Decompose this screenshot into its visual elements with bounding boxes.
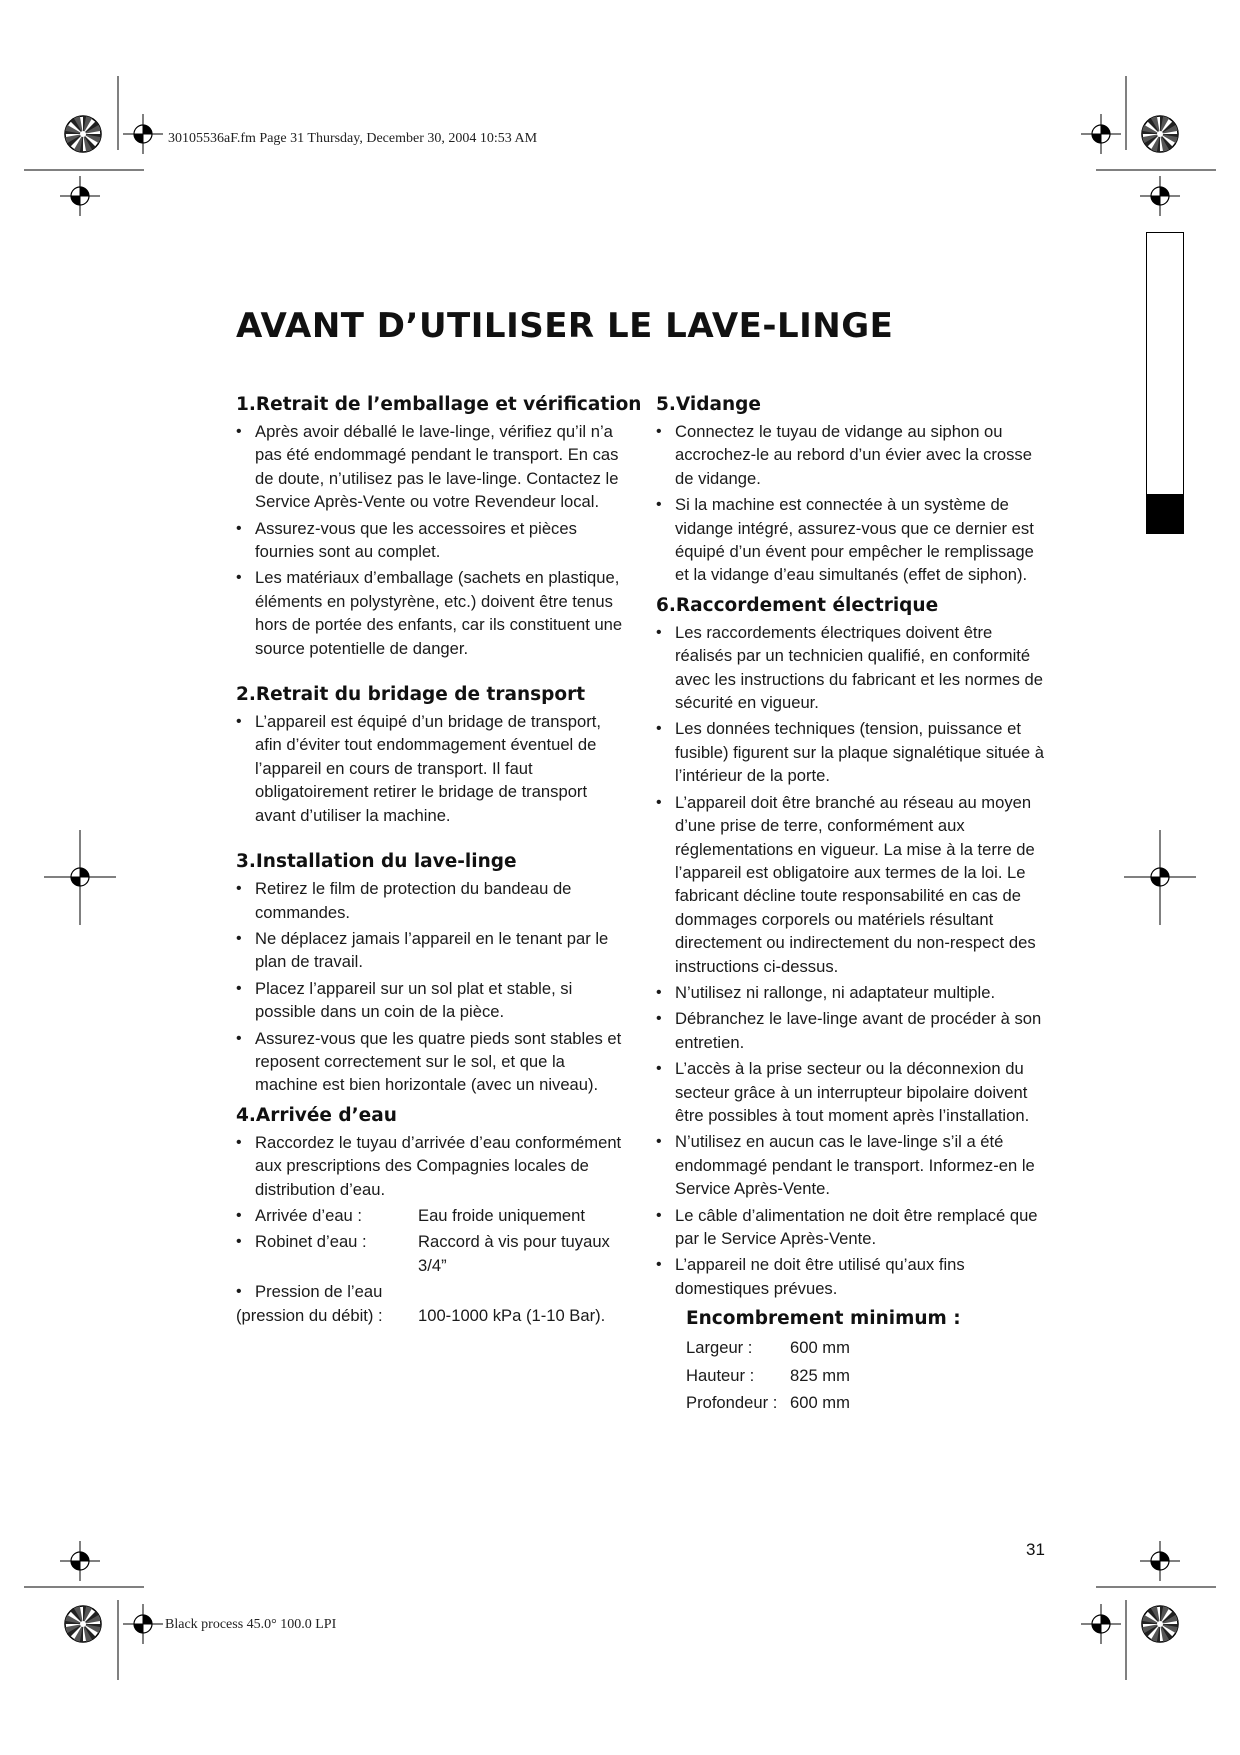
print-header: 30105536aF.fm Page 31 Thursday, December 30, 2004 10:53 AM bbox=[168, 131, 538, 146]
section-transport-bracket bbox=[236, 684, 626, 827]
section-title: 4.Arrivée d’eau bbox=[236, 1104, 397, 1126]
left-column bbox=[236, 394, 642, 1351]
section-water-inlet bbox=[236, 1105, 626, 1327]
list-item: • Les données techniques (tension, puissance et fusible) figurent sur la plaque signalétique située à l’intérieur de la porte. bbox=[656, 717, 1046, 787]
spec-value: Eau froide uniquement bbox=[418, 1205, 585, 1225]
section-installation bbox=[236, 851, 626, 1097]
section-title: 5.Vidange bbox=[656, 394, 761, 415]
print-footer: Black process 45.0° 100.0 LPI bbox=[165, 1617, 337, 1632]
list-item: • Ne déplacez jamais l’appareil en le tenant par le plan de travail. bbox=[236, 927, 626, 974]
list-item: • Les raccordements électriques doivent être réalisés par un technicien qualifié, en conformité avec les instructions du fabricant et les normes de sécurité en vigueur. bbox=[656, 621, 1046, 715]
spec-label: • Robinet d’eau : bbox=[255, 1232, 367, 1252]
list-item: • Assurez-vous que les accessoires et pièces fournies sont au complet. bbox=[236, 517, 626, 564]
section-title: 1.Retrait de l’emballage et vérification bbox=[236, 394, 642, 415]
dimension-value: 600 mm bbox=[790, 1393, 850, 1413]
dimension-value: 600 mm bbox=[790, 1338, 850, 1358]
section-electrical bbox=[656, 595, 1046, 1417]
list-item: • Placez l’appareil sur un sol plat et stable, si possible dans un coin de la pièce. bbox=[236, 977, 626, 1024]
list-item: • Assurez-vous que les quatre pieds sont stables et reposent correctement sur le sol, et que la machine est bien horizontale (avec un niveau). bbox=[236, 1027, 626, 1097]
page-title: AVANT D’UTILISER LE LAVE-LINGE bbox=[236, 306, 894, 346]
list-item: • Retirez le film de protection du bandeau de commandes. bbox=[236, 877, 626, 924]
list-item: • L’appareil ne doit être utilisé qu’aux fins domestiques prévues. bbox=[656, 1253, 1046, 1300]
thumb-tab-frame bbox=[1146, 232, 1184, 534]
dimension-value: 825 mm bbox=[790, 1365, 850, 1385]
bullet-list bbox=[236, 710, 626, 827]
bullet-list bbox=[236, 1131, 626, 1327]
list-item: • Après avoir déballé le lave-linge, vérifiez qu’il n’a pas été endommagé pendant le transport. En cas de doute, n’utilisez pas le lave-linge. Contactez le Service Après-Vente ou votre Revendeur local. bbox=[236, 420, 626, 514]
spec-row bbox=[236, 1280, 626, 1327]
dimension-row bbox=[686, 1334, 1046, 1362]
section-title: 6.Raccordement électrique bbox=[656, 594, 939, 616]
dimension-label: Hauteur : bbox=[686, 1365, 755, 1385]
spec-row bbox=[236, 1204, 626, 1227]
dimension-row bbox=[686, 1389, 1046, 1417]
spec-label: • Pression de l’eau bbox=[255, 1282, 383, 1302]
dimension-label: Profondeur : bbox=[686, 1393, 778, 1413]
spec-label: (pression du débit) : bbox=[236, 1305, 383, 1325]
spec-value: 100-1000 kPa (1-10 Bar). bbox=[418, 1305, 606, 1325]
thumb-tab-marker bbox=[1146, 494, 1184, 534]
list-item: • Les matériaux d’emballage (sachets en plastique, éléments en polystyrène, etc.) doivent être tenus hors de portée des enfants, car ils constituent une source potentielle de danger. bbox=[236, 566, 626, 660]
list-item: • N’utilisez en aucun cas le lave-linge s’il a été endommagé pendant le transport. Informez-en le Service Après-Vente. bbox=[656, 1130, 1046, 1200]
section-title: 3.Installation du lave-linge bbox=[236, 851, 517, 873]
spec-label: • Arrivée d’eau : bbox=[255, 1205, 362, 1225]
list-item: • L’accès à la prise secteur ou la déconnexion du secteur grâce à un interrupteur bipolaire doivent être possibles à tout moment après l’installation. bbox=[656, 1057, 1046, 1127]
dimensions-title: Encombrement minimum : bbox=[686, 1308, 961, 1330]
right-column bbox=[656, 394, 1046, 1441]
list-item: • Connectez le tuyau de vidange au siphon ou accrochez-le au rebord d’un évier avec la crosse de vidange. bbox=[656, 420, 1046, 490]
list-item: • Raccordez le tuyau d’arrivée d’eau conformément aux prescriptions des Compagnies locales de distribution d’eau. bbox=[236, 1131, 626, 1201]
section-drain bbox=[656, 394, 1046, 587]
list-item: • Débranchez le lave-linge avant de procéder à son entretien. bbox=[656, 1007, 1046, 1054]
dimension-row bbox=[686, 1362, 1046, 1390]
dimensions-table bbox=[686, 1334, 1046, 1417]
list-item: • L’appareil doit être branché au réseau au moyen d’une prise de terre, conformément aux réglementations en vigueur. La mise à la terre de l’appareil est obligatoire aux termes de la loi. Le fabricant décline toute responsabilité en cas de dommages corporels ou matériels résultant directement ou indirectement du non-respect des instructions ci-dessus. bbox=[656, 791, 1046, 978]
list-item: • Si la machine est connectée à un système de vidange intégré, assurez-vous que ce dernier est équipé d’un évent pour empêcher le remplissage et la vidange d’eau simultanés (effet de siphon). bbox=[656, 493, 1046, 587]
list-item: • L’appareil est équipé d’un bridage de transport, afin d’éviter tout endommagement éventuel de l’appareil en cours de transport. Il faut obligatoirement retirer le bridage de transport avant d’utiliser la machine. bbox=[236, 710, 626, 827]
list-item: • Le câble d’alimentation ne doit être remplacé que par le Service Après-Vente. bbox=[656, 1204, 1046, 1251]
spec-row bbox=[236, 1230, 626, 1277]
dimension-label: Largeur : bbox=[686, 1338, 753, 1358]
bullet-list bbox=[656, 420, 1046, 587]
spec-value: Raccord à vis pour tuyaux 3/4” bbox=[418, 1232, 610, 1275]
bullet-list bbox=[236, 420, 626, 660]
bullet-list bbox=[656, 621, 1046, 1300]
section-unpacking bbox=[236, 394, 642, 660]
page-number: 31 bbox=[1026, 1540, 1045, 1559]
bullet-list bbox=[236, 877, 626, 1097]
section-title: 2.Retrait du bridage de transport bbox=[236, 684, 586, 706]
list-item: • N’utilisez ni rallonge, ni adaptateur multiple. bbox=[656, 981, 1046, 1004]
